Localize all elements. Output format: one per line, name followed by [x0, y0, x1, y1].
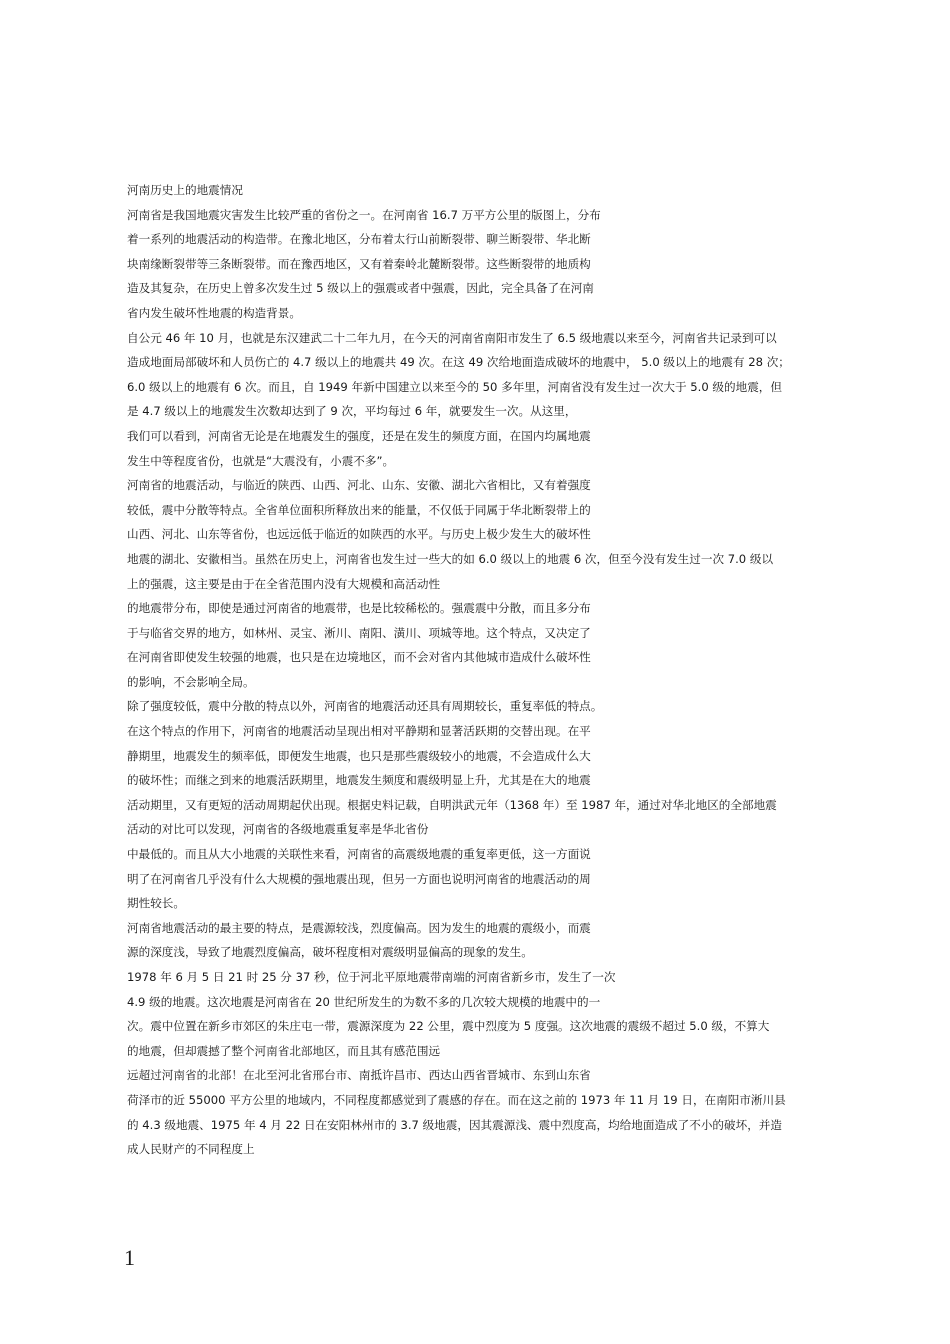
- text-line: 发生中等程度省份，也就是“大震没有，小震不多”。: [127, 453, 395, 468]
- text-line: 静期里，地震发生的频率低，即便发生地震，也只是那些震级较小的地震，不会造成什么大: [127, 748, 591, 763]
- text-line: 山西、河北、山东等省份，也远远低于临近的如陕西的水平。与历史上极少发生大的破坏性: [127, 527, 591, 542]
- text-line: 源的深度浅，导致了地震烈度偏高，破坏程度相对震级明显偏高的现象的发生。: [127, 945, 533, 960]
- text-line: 河南省的地震活动，与临近的陕西、山西、河北、山东、安徽、湖北六省相比，又有着强度: [127, 478, 591, 493]
- text-line: 河南省地震活动的最主要的特点，是震源较浅，烈度偏高。因为发生的地震的震级小，而震: [127, 920, 591, 935]
- text-line: 块南缘断裂带等三条断裂带。而在豫西地区，又有着秦岭北麓断裂带。这些断裂带的地质构: [127, 256, 591, 271]
- text-line: 上的强震，这主要是由于在全省范围内没有大规模和高活动性: [127, 576, 441, 591]
- text-line: 期性较长。: [127, 896, 185, 911]
- text-line: 造及其复杂，在历史上曾多次发生过 5 级以上的强震或者中强震，因此，完全具备了在河南: [127, 281, 594, 296]
- text-line: 活动期里，又有更短的活动周期起伏出现。根据史料记载，自明洪武元年（1368 年）至 1987 年，通过对华北地区的全部地震: [127, 797, 777, 812]
- text-line: 中最低的。而且从大小地震的关联性来看，河南省的高震级地震的重复率更低，这一方面说: [127, 847, 591, 862]
- text-line: 的地震带分布，即使是通过河南省的地震带，也是比较稀松的。强震震中分散，而且多分布: [127, 601, 591, 616]
- text-line: 自公元 46 年 10 月，也就是东汉建武二十二年九月，在今天的河南省南阳市发生了 6.5 级地震以来至今，河南省共记录到可以: [127, 330, 777, 345]
- text-line: 活动的对比可以发现，河南省的各级地震重复率是华北省份: [127, 822, 429, 837]
- text-line: 1978 年 6 月 5 日 21 时 25 分 37 秒，位于河北平原地震带南端的河南省新乡市，发生了一次: [127, 970, 616, 984]
- body-text: [127, 178, 832, 1162]
- text-line: 的地震，但却震撼了整个河南省北部地区，而且其有感范围远: [127, 1043, 441, 1058]
- text-line: 的 4.3 级地震、1975 年 4 月 22 日在安阳林州市的 3.7 级地震，因其震源浅、震中烈度高，均给地面造成了不小的破坏，并造: [127, 1117, 782, 1132]
- text-line: 河南省是我国地震灾害发生比较严重的省份之一。在河南省 16.7 万平方公里的版图上，分布: [127, 207, 601, 222]
- text-line: 的破坏性；而继之到来的地震活跃期里，地震发生频度和震级明显上升，尤其是在大的地震: [127, 773, 591, 788]
- text-line: 成人民财产的不同程度上: [127, 1142, 255, 1157]
- text-line: 远超过河南省的北部！在北至河北省邢台市、南抵许昌市、西达山西省晋城市、东到山东省: [127, 1068, 591, 1083]
- text-line: 在这个特点的作用下，河南省的地震活动呈现出相对平静期和显著活跃期的交替出现。在平: [127, 724, 591, 739]
- text-line: 次。震中位置在新乡市郊区的朱庄屯一带，震源深度为 22 公里，震中烈度为 5 度强。这次地震的震级不超过 5.0 级，不算大: [127, 1019, 770, 1034]
- text-line: 是 4.7 级以上的地震发生次数却达到了 9 次，平均每过 6 年，就要发生一次。从这里，: [127, 404, 577, 419]
- text-line: 造成地面局部破坏和人员伤亡的 4.7 级以上的地震共 49 次。在这 49 次给地面造成破坏的地震中， 5.0 级以上的地震有 28 次；: [127, 355, 790, 370]
- text-line: 明了在河南省几乎没有什么大规模的强地震出现，但另一方面也说明河南省的地震活动的周: [127, 871, 591, 886]
- text-line: 地震的湖北、安徽相当。虽然在历史上，河南省也发生过一些大的如 6.0 级以上的地震 6 次，但至今没有发生过一次 7.0 级以: [127, 551, 774, 566]
- text-line: 着一系列的地震活动的构造带。在豫北地区，分布着太行山前断裂带、聊兰断裂带、华北断: [127, 232, 591, 247]
- text-line: 我们可以看到，河南省无论是在地震发生的强度，还是在发生的频度方面，在国内均属地震: [127, 428, 591, 443]
- text-line: 较低，震中分散等特点。全省单位面积所释放出来的能量，不仅低于同属于华北断裂带上的: [127, 502, 591, 517]
- document-title: 河南历史上的地震情况: [127, 183, 243, 197]
- text-line: 于与临省交界的地方，如林州、灵宝、淅川、南阳、潢川、项城等地。这个特点，又决定了: [127, 625, 591, 640]
- page-number: 1: [124, 1245, 135, 1270]
- text-line: 的影响，不会影响全局。: [127, 674, 255, 689]
- text-line: 荷泽市的近 55000 平方公里的地域内，不同程度都感觉到了震感的存在。而在这之前的 1973 年 11 月 19 日，在南阳市淅川县: [127, 1092, 786, 1107]
- text-line: 6.0 级以上的地震有 6 次。而且，自 1949 年新中国建立以来至今的 50 多年里，河南省没有发生过一次大于 5.0 级的地震，但: [127, 379, 782, 394]
- text-line: 4.9 级的地震。这次地震是河南省在 20 世纪所发生的为数不多的几次较大规模的地震中的一: [127, 994, 601, 1009]
- text-line: 省内发生破坏性地震的构造背景。: [127, 305, 301, 320]
- text-line: 在河南省即使发生较强的地震，也只是在边境地区，而不会对省内其他城市造成什么破坏性: [127, 650, 591, 665]
- text-line: 除了强度较低，震中分散的特点以外，河南省的地震活动还具有周期较长，重复率低的特点。: [127, 699, 603, 714]
